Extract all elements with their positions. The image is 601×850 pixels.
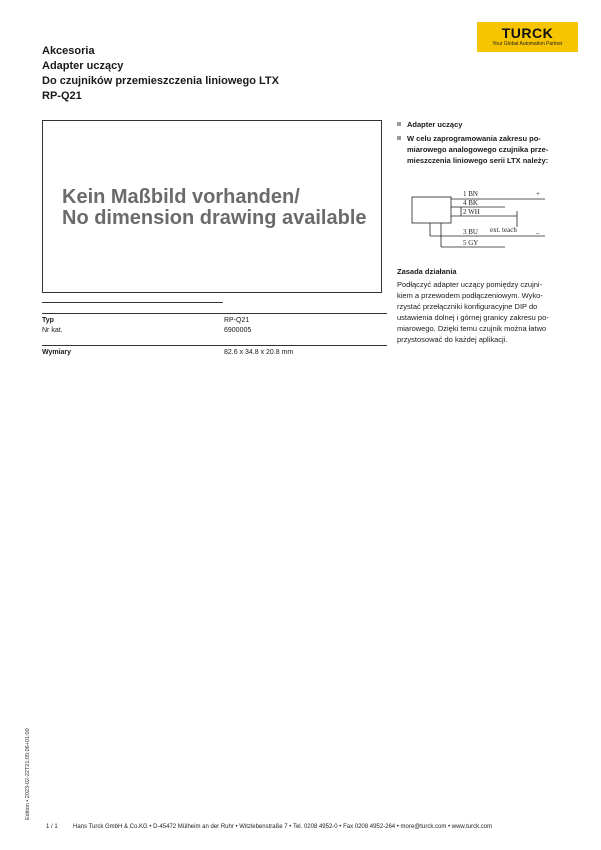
logo-tagline: Your Global Automation Partner (492, 41, 563, 47)
spec-type-value: RP-Q21 (224, 317, 250, 324)
sensor-block (412, 197, 451, 223)
spec-catalog-label: Nr kat. (42, 327, 63, 334)
category-title: Akcesoria (42, 45, 95, 57)
feature-text (397, 133, 567, 166)
spec-dimensions-label: Wymiary (42, 349, 72, 356)
spec-type-label: Typ (42, 317, 54, 324)
dimension-drawing-frame (42, 120, 382, 293)
wire-label-3: 3 BU (463, 228, 478, 236)
edition-stamp: Edition • 2023-02-22T21:05:06+01:00 (25, 728, 31, 820)
spec-catalog-value: 6900005 (224, 327, 252, 334)
feature-text-line: mieszczenia liniowego serii LTX należy: (407, 156, 549, 165)
principle-line: Podłączyć adapter uczący pomiędzy czujni- (397, 280, 543, 289)
bullet-icon (397, 136, 401, 140)
separator-short (42, 302, 223, 303)
wire-label-5: 5 GY (463, 239, 479, 247)
feature-item (397, 119, 567, 130)
principle-line: ustawienia dolnej i górnej granicy zakresu po- (397, 313, 549, 322)
principle-text (397, 279, 567, 345)
principle-line: kiem a przewodem podłączeniowym. Wyko- (397, 291, 543, 300)
principle-line: rzystać przełączniki konfiguracyjne DIP do (397, 302, 538, 311)
principle-line: przystosować do każdej aplikacji. (397, 335, 508, 344)
no-drawing-notice (62, 187, 367, 229)
no-drawing-line-en: No dimension drawing available (62, 207, 367, 229)
principle-heading: Zasada działania (397, 267, 457, 276)
bullet-icon (397, 122, 401, 126)
feature-text: Adapter uczący (407, 120, 463, 129)
wire-label-2: 2 WH (463, 208, 480, 216)
logo-wordmark: TURCK (501, 25, 554, 41)
plus-sign: + (536, 190, 540, 198)
feature-item (397, 133, 567, 166)
feature-text-line: W celu zaprogramowania zakresu po- (407, 134, 541, 143)
wire-label-1: 1 BN (463, 190, 478, 198)
product-title: Adapter uczący (42, 60, 124, 72)
product-subtitle: Do czujników przemieszczenia liniowego LTX (42, 75, 279, 87)
company-footer: Hans Turck GmbH & Co.KG • D-45472 Mülheim an der Ruhr • Witzlebenstraße 7 • Tel. 0208 4952-0 • Fax 0208 4952-264 • more@turck.com • www.turck.com (73, 824, 493, 830)
feature-text-line: miarowego analogowego czujnika prze- (407, 145, 549, 154)
teach-label: ext. teach (490, 226, 517, 234)
principle-line: miarowego. Dzięki temu czujnik można łatwo (397, 324, 547, 333)
wiring-diagram (405, 183, 555, 263)
product-code-title: RP-Q21 (42, 90, 82, 102)
wire-label-4: 4 BK (463, 199, 478, 207)
separator-table-mid (42, 345, 387, 346)
minus-sign: – (536, 229, 540, 237)
no-drawing-line-de: Kein Maßbild vorhanden/ (62, 186, 300, 208)
separator-table-top (42, 313, 387, 314)
spec-dimensions-value: 82.6 x 34.8 x 20.8 mm (224, 349, 294, 356)
page-number: 1 / 1 (46, 824, 58, 830)
turck-logo (477, 22, 578, 52)
